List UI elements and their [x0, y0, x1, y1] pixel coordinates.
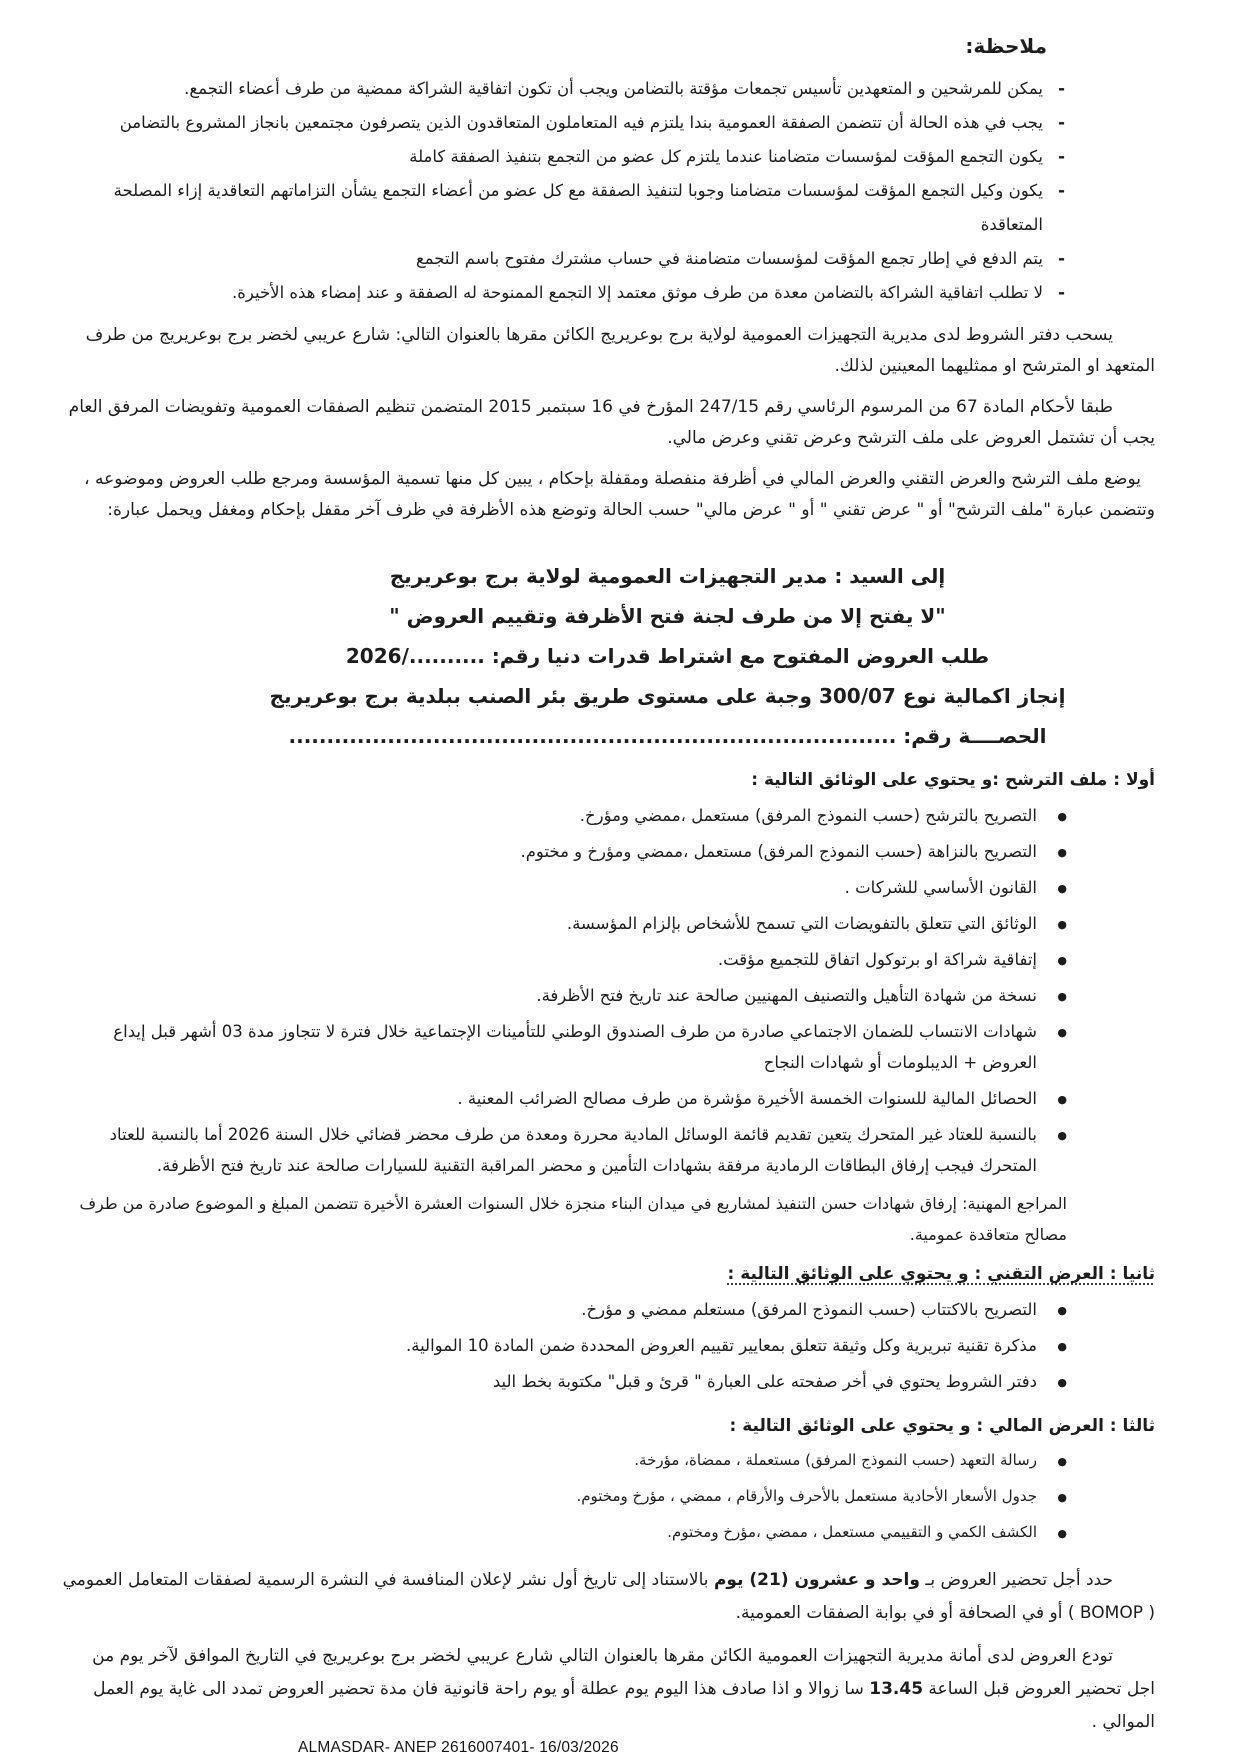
section3-title: ثالثا : العرض المالي : و يحتوي على الوثائق التالية :: [729, 1416, 1155, 1436]
note-item: - يكون وكيل التجمع المؤقت لمؤسسات متضامنا وجوبا لتنفيذ الصفقة مع كل عضو من أعضاء التجمع يشأن التزاماتهم التعاقدية إزاء المصلحة المتعاقدة: [60, 174, 1065, 242]
note-item: - لا تطلب اتفاقية الشراكة بالتضامن معدة من طرف موثق معتمد إلا التجمع الممنوحة له الصفقة و عند إمضاء هذه الأخيرة.: [60, 276, 1065, 310]
submission-text: سا زوالا و اذا صادف هذا اليوم يوم عطلة أو يوم راحة قانونية فان مدة تحضير العروض تمدد الى غاية يوم العمل الموالي .: [93, 1679, 1155, 1732]
list-item: ● التصريح بالاكتتاب (حسب النموذج المرفق) مستعلم ممضي و مؤرخ.: [60, 1294, 1067, 1325]
list-item: ● مذكرة تقنية تبريرية وكل وثيقة تتعلق بمعايير تقييم العروض المحددة ضمن المادة 10 الموالية.: [60, 1330, 1067, 1361]
deadline-text: بالاستناد إلى تاريخ أول نشر لإعلان المنافسة في النشرة الرسمية لصفقات المتعامل العمومي ( BOMOP ) أو في الصحافة أو في بوابة الصفقات العمومية.: [62, 1570, 1155, 1623]
list-item: ● الكشف الكمي و التقييمي مستعمل ، ممضي ،مؤرخ ومختوم.: [60, 1518, 1067, 1547]
section2-title: ثانيا : العرض التقني : و يحتوي على الوثائق التالية :: [727, 1264, 1155, 1284]
list-item: ● التصريح بالترشح (حسب النموذج المرفق) مستعمل ،ممضي ومؤرخ.: [60, 800, 1067, 831]
envelope-do-not-open-notice: "لا يفتح إلا من طرف لجنة فتح الأظرفة وتقييم العروض ": [389, 604, 946, 628]
paragraph-decree-reference: طبقا لأحكام المادة 67 من المرسوم الرئاسي رقم 247/15 المؤرخ في 16 سبتمبر 2015 المتضمن تنظيم الصفقات العمومية وتفويضات المرفق العام يجب أن تشتمل العروض على ملف الترشح وعرض تقني وعرض مالي.: [68, 397, 1155, 448]
note-item: - يكون التجمع المؤقت لمؤسسات متضامنا عندما يلتزم كل عضو من التجمع بتنفيذ الصفقة كاملة: [60, 140, 1065, 174]
list-item: ● رسالة التعهد (حسب النموذج المرفق) مستعملة ، ممضاة، مؤرخة.: [60, 1446, 1067, 1475]
section3-document-list: [60, 1446, 1067, 1554]
section1-title: أولا : ملف الترشح :و يحتوي على الوثائق التالية :: [751, 770, 1155, 790]
envelope-lot-number: الحصــــة رقم: ................................................................................: [288, 724, 1047, 748]
section1-document-list: [60, 800, 1067, 1186]
deadline-text: حدد أجل تحضير العروض بـ: [919, 1570, 1113, 1590]
list-item: ● شهادات الانتساب للضمان الاجتماعي صادرة من طرف الصندوق الوطني للتأمينات الإجتماعية خلال فترة لا تتجاوز مدة 03 أشهر قبل إيداع العروض + الديبلومات أو شهادات النجاح: [60, 1016, 1067, 1078]
paragraph-specs-withdrawal: يسحب دفتر الشروط لدى مديرية التجهيزات العمومية لولاية برج بوعريريج الكائن مقرها بالعنوان التالي: شارع عريبي لخضر برج بوعريريج من طرف المتعهد او المترشح او ممثليهما المعينين لذلك.: [85, 325, 1155, 376]
envelope-addressee: إلى السيد : مدير التجهيزات العمومية لولاية برج بوعريريج: [389, 564, 946, 588]
envelope-address-block: [60, 556, 1155, 756]
anep-footer-line: ALMASDAR- ANEP 2616007401- 16/03/2026: [298, 1739, 619, 1754]
deadline-duration: واحد و عشرون (21) يوم: [713, 1570, 920, 1590]
list-item: ● الوثائق التي تتعلق بالتفويضات التي تسمح للأشخاص بإلزام المؤسسة.: [60, 908, 1067, 939]
envelope-project-title: إنجاز اكمالية نوع 300/07 وجبة على مستوى طريق بئر الصنب ببلدية برج بوعريريج: [269, 684, 1066, 708]
list-item: ● الحصائل المالية للسنوات الخمسة الأخيرة مؤشرة من طرف مصالح الضرائب المعنية .: [60, 1083, 1067, 1114]
list-item: ● بالنسبة للعتاد غير المتحرك يتعين تقديم قائمة الوسائل المادية محررة ومعدة من طرف محضر قضائي خلال السنة 2026 أما بالنسبة للعتاد المتحرك فيجب إرفاق البطاقات الرمادية مرفقة بشهادات التأمين و محضر المراقبة التقنية للسيارات صالحة عند تاريخ فتح الأظرفة.: [60, 1119, 1067, 1181]
list-item: ● التصريح بالنزاهة (حسب النموذج المرفق) مستعمل ،ممضي ومؤرخ و مختوم.: [60, 836, 1067, 867]
submission-text: تودع العروض لدى أمانة مديرية التجهيزات العمومية الكائن مقرها بالعنوان التالي شارع عريبي لخضر برج بوعريريج في التاريخ الموافق لآخر يوم من اجل تحضير العروض قبل الساعة: [92, 1646, 1155, 1699]
list-item: ● دفتر الشروط يحتوي في أخر صفحته على العبارة " قرئ و قبل" مكتوبة بخط اليد: [60, 1366, 1067, 1397]
list-item: ● إتفاقية شراكة او برتوكول اتفاق للتجميع مؤقت.: [60, 944, 1067, 975]
note-item: - يجب في هذه الحالة أن تتضمن الصفقة العمومية بندا يلتزم فيه المتعاملون المتعاقدون الذين يتصرفون مجتمعين بانجاز المشروع بالتضامن: [60, 106, 1065, 140]
note-item: - يمكن للمرشحين و المتعهدين تأسيس تجمعات مؤقتة بالتضامن ويجب أن تكون اتفاقية الشراكة ممضية من طرف أعضاء التجمع.: [60, 72, 1065, 106]
list-item: ● القانون الأساسي للشركات .: [60, 872, 1067, 903]
note-heading: ملاحظة:: [965, 34, 1047, 58]
section2-document-list: [60, 1294, 1067, 1402]
list-item: ● نسخة من شهادة التأهيل والتصنيف المهنيين صالحة عند تاريخ فتح الأظرفة.: [60, 980, 1067, 1011]
paragraph-envelope-rules: يوضع ملف الترشح والعرض التقني والعرض المالي في أظرفة منفصلة ومقفلة بإحكام ، يبين كل منها تسمية المؤسسة ومرجع طلب العروض وموضوعه ، وتتضمن عبارة "ملف الترشح" أو " عرض تقني " أو " عرض مالي" حسب الحالة وتوضع هذه الأظرفة في ظرف آخر مقفل بإحكام ومغفل ويحمل عبارة:: [84, 469, 1155, 520]
note-item: - يتم الدفع في إطار تجمع المؤقت لمؤسسات متضامنة في حساب مشترك مفتوح باسم التجمع: [60, 242, 1065, 276]
professional-references-paragraph: المراجع المهنية: إرفاق شهادات حسن التنفيذ لمشاريع في ميدان البناء منجزة خلال السنوات العشرة الأخيرة تتضمن المبلغ و الموضوع صادرة من طرف مصالح متعاقدة عمومية.: [79, 1194, 1067, 1244]
submission-paragraph: [60, 1640, 1155, 1739]
envelope-tender-number: طلب العروض المفتوح مع اشتراط قدرات دنيا رقم: ........../2026: [345, 644, 990, 668]
list-item: ● جدول الأسعار الأحادية مستعمل بالأحرف والأرقام ، ممضي ، مؤرخ ومختوم.: [60, 1482, 1067, 1511]
deadline-paragraph: [60, 1564, 1155, 1630]
submission-time: 13.45: [869, 1679, 924, 1699]
note-list: [60, 72, 1065, 310]
